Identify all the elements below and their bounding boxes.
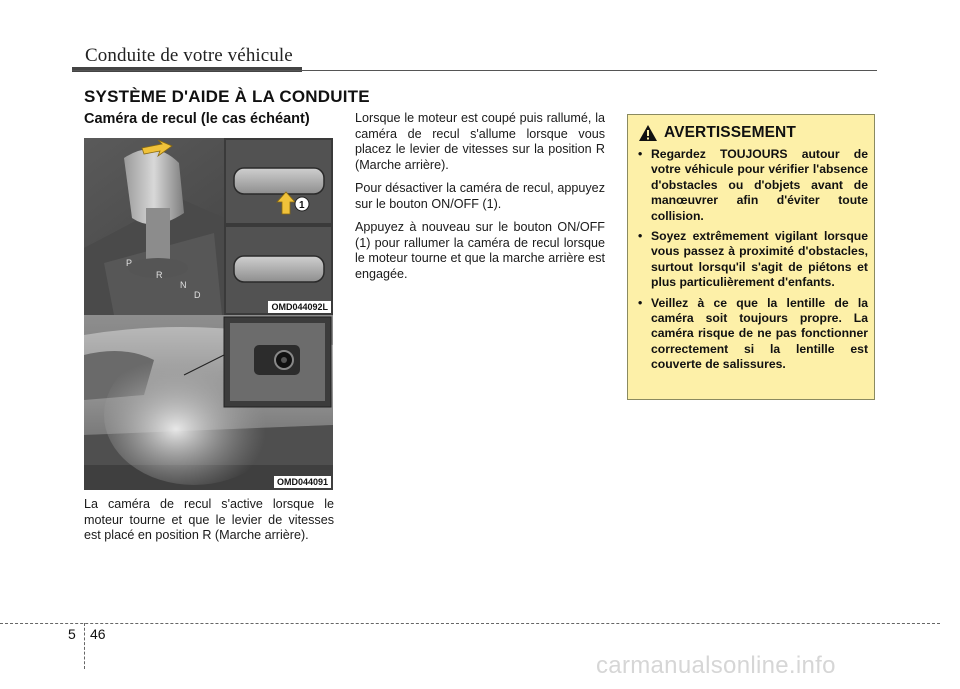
instruction-paragraph: Pour désactiver la caméra de recul, appuyez sur le bouton ON/OFF (1). — [355, 181, 605, 211]
warning-item-text: Regardez TOUJOURS autour de votre véhicule pour vérifier l'absence d'obstacles ou d'objets avant de manœuvrer afin d'éviter toute collision. — [651, 147, 868, 223]
bullet-icon: • — [638, 229, 643, 244]
warning-header — [638, 124, 796, 142]
page-number: 46 — [90, 626, 106, 642]
gear-lever-illustration — [84, 138, 333, 315]
gear-letter-r: R — [156, 270, 163, 280]
bullet-icon: • — [638, 147, 643, 161]
instruction-paragraph: Appuyez à nouveau sur le bouton ON/OFF (1) pour rallumer la caméra de recul lorsque le moteur tourne et que la marche arrière est engagée. — [355, 220, 605, 281]
rear-camera-illustration — [84, 315, 333, 490]
figure-gear-lever-mirror — [84, 138, 333, 315]
warning-list — [638, 147, 868, 378]
footer-divider — [84, 623, 85, 669]
figure-rear-camera — [84, 315, 333, 490]
warning-item — [638, 229, 868, 291]
warning-item-text: Soyez extrêmement vigilant lorsque vous passez à proximité d'obstacles, surtout lorsqu'il s'agit de piétons et plus particulièrement d'enfants. — [651, 229, 868, 290]
warning-box — [627, 114, 875, 400]
bullet-icon: • — [638, 295, 643, 310]
header-rule — [72, 70, 877, 71]
camera-heading: Caméra de recul (le cas échéant) — [84, 111, 310, 127]
section-title: SYSTÈME D'AIDE À LA CONDUITE — [84, 87, 370, 106]
callout-number: 1 — [299, 200, 305, 211]
warning-item — [638, 296, 868, 373]
warning-item — [638, 147, 868, 224]
chapter-number: 5 — [68, 626, 76, 642]
instruction-paragraph: Lorsque le moteur est coupé puis rallumé, la caméra de recul s'allume lorsque vous placez le levier de vitesses sur la position R (Marche arrière). — [355, 111, 605, 172]
figure-code: OMD044091 — [274, 476, 331, 488]
gear-letter-d: D — [194, 290, 201, 300]
chapter-title: Conduite de votre véhicule — [85, 45, 293, 66]
watermark: carmanualsonline.info — [596, 652, 836, 679]
figure-code: OMD044092L — [268, 301, 331, 313]
footer-rule — [0, 623, 940, 624]
gear-letter-p: P — [126, 258, 133, 268]
camera-activation-text: La caméra de recul s'active lorsque le moteur tourne et que le levier de vitesses est placé en position R (Marche arrière). — [84, 497, 334, 542]
warning-title: AVERTISSEMENT — [664, 124, 796, 141]
warning-triangle-icon — [638, 124, 658, 142]
gear-letter-n: N — [180, 280, 187, 290]
warning-item-text: Veillez à ce que la lentille de la caméra soit toujours propre. La caméra risque de ne pas fonctionner correctement si la lentille est couverte de salissures. — [651, 295, 868, 372]
camera-instructions — [355, 111, 605, 290]
